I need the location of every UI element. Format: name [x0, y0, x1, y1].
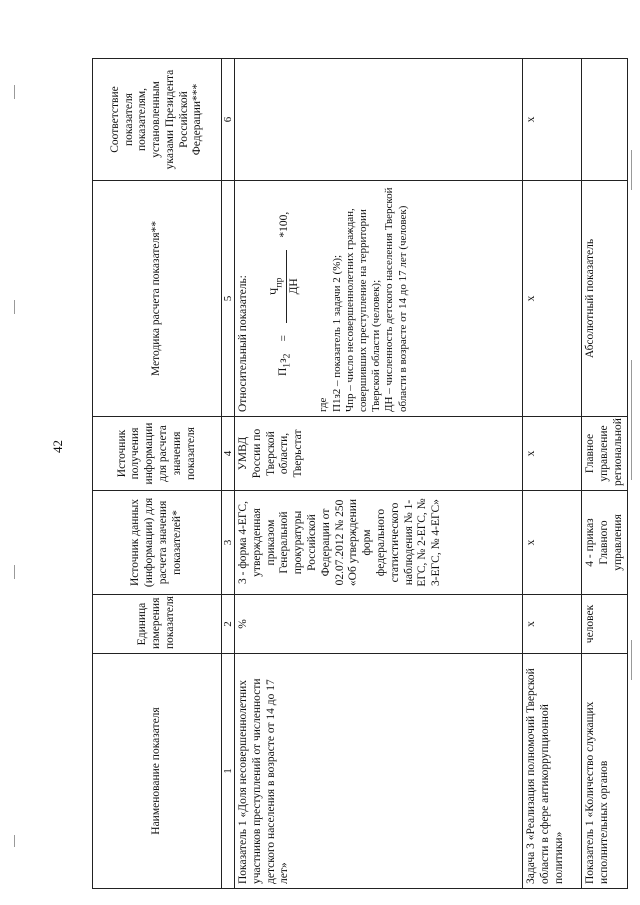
source-info-cell: Главное управление региональной	[582, 417, 628, 491]
task-name: Задача 3 «Реализация полномочий Тверской области в сфере антикоррупционной политики»	[523, 654, 582, 889]
method-definition: Чпр – число несовершеннолетних граждан, совершивших преступление на территории Тверской области (человек);	[343, 208, 383, 412]
col-header-name: Наименование показателя	[93, 654, 222, 889]
margin-tick-mark	[14, 835, 15, 847]
rotated-table-container	[92, 59, 624, 889]
col-header-unit: Единица измерения показателя	[93, 595, 222, 654]
correspondence-cell	[582, 59, 628, 181]
indicator-name: Показатель 1 «Количество служащих исполнительных органов	[582, 654, 628, 889]
formula-multiplier: *100,	[278, 211, 291, 238]
page-number: 42	[50, 440, 65, 453]
table-frame	[92, 59, 624, 889]
method-cell: Абсолютный показатель	[582, 181, 628, 417]
col-number: 6	[222, 59, 235, 181]
formula	[269, 185, 302, 376]
col-number: 3	[222, 491, 235, 595]
source-data-cell: х	[523, 491, 582, 595]
indicators-table	[92, 58, 628, 889]
margin-tick-mark	[631, 360, 632, 480]
margin-tick-mark	[14, 565, 15, 579]
col-number: 1	[222, 654, 235, 889]
formula-numerator: $Ч_{пр}$	[269, 250, 287, 323]
method-definition: ДН – численность детского населения Тверской области в возрасте от 14 до 17 лет (человек)	[383, 187, 409, 412]
formula-denominator: ДН	[287, 278, 300, 295]
col-number: 5	[222, 181, 235, 417]
col-header-correspondence: Соответствие показателя показателям, установленным указами Президента Российской Федерации***	[93, 59, 222, 181]
indicator-name: Показатель 1 «Доля несовершеннолетних участников преступлений от численности детского населения в возрасте от 14 до 17 лет»	[235, 654, 523, 889]
table-header-row	[93, 59, 222, 889]
method-intro: Относительный показатель:	[237, 275, 249, 412]
source-data-cell: 3 - форма 4-ЕГС, утвержденная приказом Генеральной прокуратуры Российской Федерации от 02.07.2012 № 250 «Об утверждении форм федерального статистического наблюдения № 1-ЕГС, № 2-ЕГС, № 3-ЕГС, № 4-ЕГС»	[235, 491, 523, 595]
method-definition: П1з2 – показатель 1 задачи 2 (%);	[330, 254, 343, 412]
formula-equals: =	[278, 335, 291, 342]
formula-fraction	[269, 250, 302, 323]
col-header-source-data: Источник данных (информации) для расчета значения показателей*	[93, 491, 222, 595]
source-data-cell: 4 - приказ Главного управления	[582, 491, 628, 595]
table-row	[235, 59, 523, 889]
method-cell	[235, 181, 523, 417]
source-info-cell: х	[523, 417, 582, 491]
margin-tick-mark	[631, 150, 632, 190]
formula-lhs: $П_1з_2$	[277, 353, 293, 376]
margin-tick-mark	[14, 300, 15, 314]
margin-tick-mark	[631, 640, 632, 680]
col-number: 4	[222, 417, 235, 491]
col-header-method: Методика расчета показателя**	[93, 181, 222, 417]
unit-cell: человек	[582, 595, 628, 654]
source-info-cell: УМВД России по Тверской области, Тверьстат	[235, 417, 523, 491]
col-number: 2	[222, 595, 235, 654]
unit-cell: %	[235, 595, 523, 654]
correspondence-cell: х	[523, 59, 582, 181]
method-cell: х	[523, 181, 582, 417]
table-row	[582, 59, 628, 889]
correspondence-cell	[235, 59, 523, 181]
unit-cell: х	[523, 595, 582, 654]
method-where: где	[317, 397, 330, 412]
column-number-row	[222, 59, 235, 889]
margin-tick-mark	[14, 85, 15, 99]
col-header-source-info: Источник получения информации для расчета значения показателя	[93, 417, 222, 491]
table-row	[523, 59, 582, 889]
